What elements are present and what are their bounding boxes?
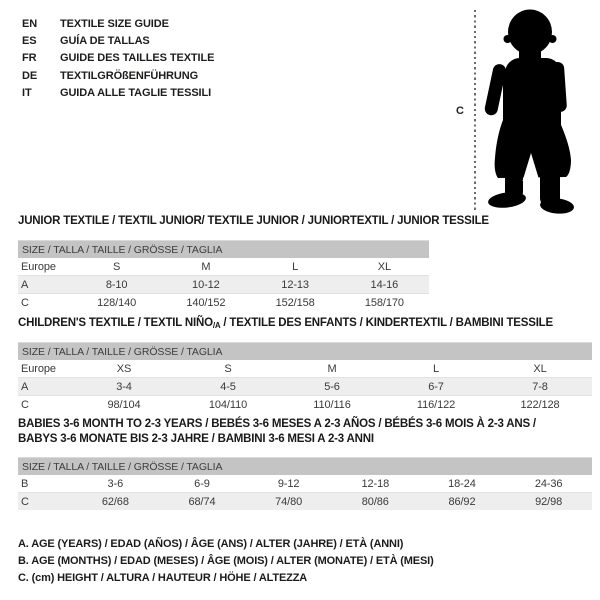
size-cell: 104/110 — [176, 396, 280, 414]
size-header-row — [18, 458, 592, 476]
size-header-bar: SIZE / TALLA / TAILLE / GRÖSSE / TAGLIA — [18, 458, 592, 476]
size-cell: 5-6 — [280, 378, 384, 396]
size-cell: 86/92 — [419, 493, 506, 511]
size-cell: M — [327, 362, 337, 375]
size-cell: 14-16 — [340, 276, 429, 294]
language-title: GUIDA ALLE TAGLIE TESSILI — [60, 86, 212, 99]
language-title-list — [22, 15, 214, 101]
table-row — [18, 378, 592, 396]
junior-size-table — [18, 240, 429, 311]
size-cell: XS — [116, 362, 132, 375]
table-row — [18, 258, 429, 276]
language-code: DE — [22, 69, 38, 82]
size-cell: 18-24 — [448, 477, 476, 490]
language-row-en — [22, 15, 214, 32]
children-table-title — [18, 317, 553, 330]
row-label: C — [18, 396, 72, 414]
row-label: B — [21, 477, 29, 490]
row-label: C — [18, 294, 72, 312]
size-cell: 8-10 — [72, 276, 161, 294]
measure-legend — [18, 536, 434, 588]
language-code: FR — [22, 52, 37, 65]
children-title-subscript: /A — [212, 321, 221, 330]
size-cell: L — [292, 260, 299, 273]
size-cell: S — [224, 362, 232, 375]
size-header-bar: SIZE / TALLA / TAILLE / GRÖSSE / TAGLIA — [18, 343, 592, 361]
language-row-de — [22, 67, 214, 84]
size-header-bar: SIZE / TALLA / TAILLE / GRÖSSE / TAGLIA — [18, 241, 429, 259]
size-cell: 12-18 — [361, 477, 390, 490]
size-cell: 80/86 — [332, 493, 419, 511]
size-cell: 24-36 — [534, 477, 563, 490]
size-cell: 7-8 — [488, 378, 592, 396]
language-code: IT — [22, 86, 32, 99]
size-cell: 3-6 — [107, 477, 124, 490]
language-title: GUIDE DES TAILLES TEXTILE — [60, 52, 215, 65]
size-cell: L — [432, 362, 440, 375]
babies-table-title-line2: BABYS 3-6 MONATE BIS 2-3 JAHRE / BAMBINI 3-6 MESI A 2-3 ANNI — [18, 432, 374, 445]
size-cell: 9-12 — [277, 477, 300, 490]
size-cell: 6-9 — [194, 477, 210, 490]
size-cell: XL — [533, 362, 547, 375]
size-cell: S — [113, 260, 121, 273]
junior-table-title: JUNIOR TEXTILE / TEXTIL JUNIOR/ TEXTILE JUNIOR / JUNIORTEXTIL / JUNIOR TESSILE — [18, 215, 489, 227]
language-code: EN — [22, 17, 38, 30]
children-size-table — [18, 342, 592, 413]
size-cell: M — [201, 260, 211, 273]
table-row — [18, 360, 592, 378]
language-code: ES — [22, 34, 37, 47]
table-row — [18, 475, 592, 493]
legend-line-b: B. AGE (MONTHS) / EDAD (MESES) / ÂGE (MOIS) / ALTER (MONATE) / ETÀ (MESI) — [18, 555, 434, 568]
language-title: TEXTILE SIZE GUIDE — [60, 17, 169, 30]
size-cell: 68/74 — [159, 493, 246, 511]
size-cell: 122/128 — [488, 396, 592, 414]
size-cell: 110/116 — [280, 396, 384, 414]
baby-silhouette-icon — [483, 8, 579, 214]
size-cell: 62/68 — [72, 493, 159, 511]
row-label: Europe — [21, 260, 56, 273]
size-cell: 116/122 — [384, 396, 488, 414]
babies-size-table — [18, 457, 592, 510]
children-title-text: CHILDREN'S TEXTILE / TEXTIL NIÑO — [18, 317, 213, 329]
table-row — [18, 294, 429, 312]
table-row — [18, 276, 429, 294]
table-row — [18, 396, 592, 414]
row-label: A — [18, 276, 72, 294]
size-cell: 6-7 — [384, 378, 488, 396]
row-label: Europe — [21, 362, 56, 375]
legend-line-c: C. (cm) HEIGHT / ALTURA / HAUTEUR / HÖHE / ALTEZZA — [18, 572, 308, 585]
children-title-text: / TEXTILE DES ENFANTS / KINDERTEXTIL / BAMBINI TESSILE — [220, 317, 553, 329]
table-row — [18, 493, 592, 511]
size-header-row — [18, 343, 592, 361]
babies-table-title-line1: BABIES 3-6 MONTH TO 2-3 YEARS / BEBÉS 3-6 MESES A 2-3 AÑOS / BÉBÉS 3-6 MOIS À 2-3 ANS / — [18, 418, 536, 430]
language-title: TEXTILGRÖßENFÜHRUNG — [60, 69, 199, 82]
size-cell: 4-5 — [176, 378, 280, 396]
language-row-it — [22, 84, 214, 101]
size-cell: 158/170 — [340, 294, 429, 312]
language-row-fr — [22, 50, 214, 67]
size-cell: 152/158 — [251, 294, 340, 312]
size-cell: XL — [377, 260, 391, 273]
size-cell: 12-13 — [251, 276, 340, 294]
size-cell: 140/152 — [161, 294, 250, 312]
height-measure-label: C — [456, 105, 464, 117]
height-measure-line — [474, 10, 476, 210]
legend-line-a: A. AGE (YEARS) / EDAD (AÑOS) / ÂGE (ANS) / ALTER (JAHRE) / ETÀ (ANNI) — [18, 538, 404, 550]
size-cell: 3-4 — [72, 378, 176, 396]
size-cell: 74/80 — [245, 493, 332, 511]
row-label: A — [18, 378, 72, 396]
size-cell: 10-12 — [161, 276, 250, 294]
language-title: GUÍA DE TALLAS — [60, 34, 150, 47]
size-cell: 98/104 — [72, 396, 176, 414]
size-cell: 92/98 — [505, 493, 592, 511]
language-row-es — [22, 32, 214, 49]
size-header-row — [18, 241, 429, 259]
size-cell: 128/140 — [72, 294, 161, 312]
row-label: C — [18, 493, 72, 511]
